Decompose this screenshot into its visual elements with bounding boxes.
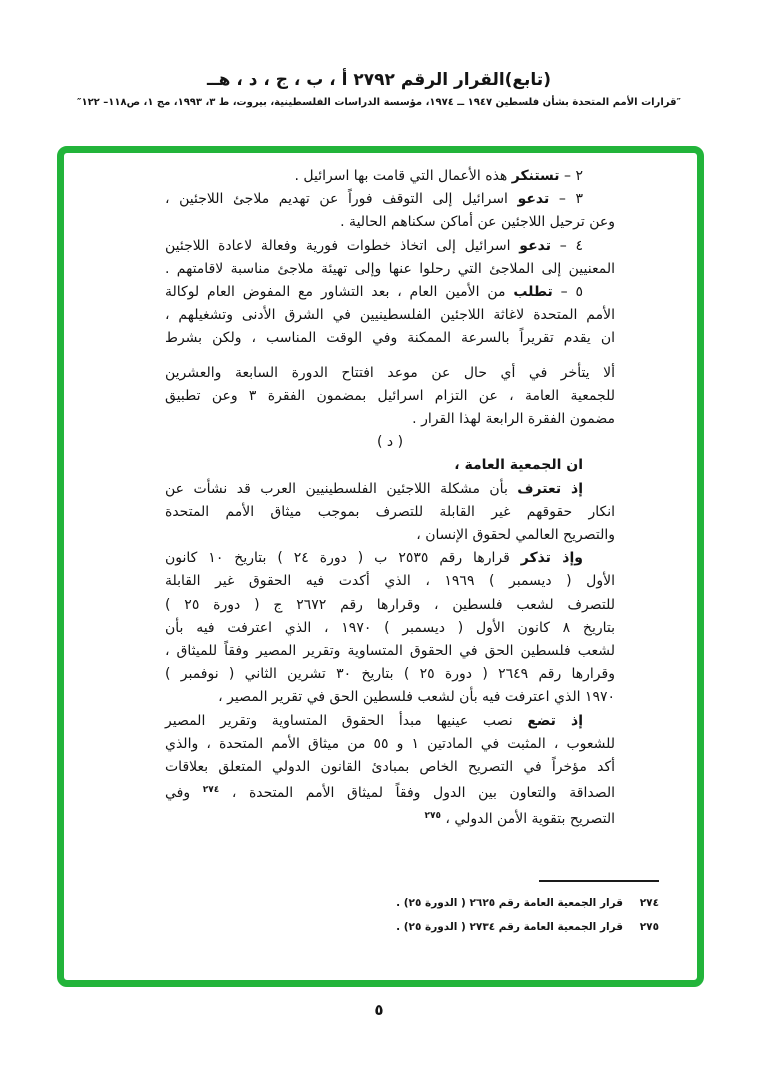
text-line (165, 733, 615, 756)
footnote-list (396, 891, 659, 939)
text-segment: للتصرف لشعب فلسطين ، وقرارها رقم ٢٦٧٢ ج ( دورة ٢٥ ) (165, 596, 615, 613)
bold-phrase: تدعو (519, 237, 551, 254)
text-line (165, 408, 615, 431)
text-segment: الأول ( ديسمبر ) ١٩٦٩ ، الذي أكدت فيه الحقوق غير القابلة (165, 573, 615, 590)
text-segment: وفي (165, 785, 203, 802)
resolution-title: (تابع)القرار الرقم ٢٧٩٢ أ ، ب ، ج ، د ، هــ (207, 70, 551, 90)
text-segment: ألا يتأخر في أي حال عن موعد افتتاح الدورة السابعة والعشرين (165, 364, 615, 381)
text-segment: مضمون الفقرة الرابعة لهذا القرار . (412, 411, 615, 428)
text-segment: وقرارها رقم ٢٦٤٩ ( دورة ٢٥ ) بتاريخ ٣٠ تشرين الثاني ( نوفمبر ) (165, 666, 615, 683)
text-segment: بتاريخ ٨ كانون الأول ( ديسمبر ) ١٩٧٠ ، الذي اعترفت فيه بأن (165, 619, 616, 636)
footnote-number: ٢٧٤ (639, 897, 659, 909)
page-number: ٥ (374, 1001, 384, 1019)
text-line (165, 478, 615, 501)
text-segment: ( د ) (376, 434, 404, 451)
text-segment: الصداقة والتعاون بين الدول وفقاً لميثاق الأمم المتحدة ، (219, 785, 615, 802)
text-segment: لشعب فلسطين الحق في الحقوق المتساوية وتقرير المصير وفقاً للميثاق ، (165, 643, 615, 660)
text-line (165, 281, 615, 304)
bold-phrase: ان الجمعية العامة ، (454, 457, 583, 474)
footnote-number: ٢٧٥ (639, 921, 659, 933)
text-line (165, 454, 615, 477)
text-line (165, 640, 615, 663)
text-segment: من الأمين العام ، بعد التشاور مع المفوض العام لوكالة (165, 284, 514, 301)
footnote-item (396, 915, 659, 939)
text-line (165, 431, 615, 454)
text-segment: اسرائيل إلى التوقف فوراً عن تهديم ملاجئ اللاجئين ، (165, 191, 518, 208)
bold-phrase: وإذ تذكر (520, 550, 583, 567)
bold-phrase: تدعو (517, 191, 550, 208)
text-line (165, 663, 615, 686)
text-segment: اسرائيل إلى اتخاذ خطوات فورية وفعالة لاعادة اللاجئين (165, 237, 520, 254)
text-line (165, 501, 615, 524)
text-line (165, 235, 615, 258)
text-line (165, 304, 615, 327)
text-segment: انكار حقوقهم غير القابلة للتصرف بموجب ميثاق الأمم المتحدة (165, 503, 615, 520)
page-header (0, 70, 758, 108)
text-segment: ٥ – (552, 284, 583, 301)
text-line (165, 547, 615, 570)
text-line (165, 805, 615, 831)
text-segment: للشعوب ، المثبت في المادتين ١ و ٥٥ من ميثاق الأمم المتحدة ، والذي (165, 735, 615, 752)
bold-phrase: تستنكر (511, 168, 560, 184)
text-segment: قرارها رقم ٢٥٣٥ ب ( دورة ٢٤ ) بتاريخ ١٠ كانون (165, 550, 521, 567)
bold-phrase: تطلب (513, 284, 553, 301)
text-line (165, 570, 615, 593)
text-segment: ان يقدم تقريراً بالسرعة الممكنة وفي الوقت المناسب ، ولكن بشرط (165, 330, 615, 347)
footnote-section (396, 880, 659, 939)
text-line (165, 211, 615, 234)
source-citation: ″قرارات الأمم المتحدة بشأن فلسطين ١٩٤٧ ــ ١٩٧٤، مؤسسة الدراسات الفلسطينية، بيروت، ط ٣، ١٩٩٣، مج ١، ص١١٨– ١٢٢″ (77, 97, 681, 108)
text-line (165, 686, 615, 709)
document-border-box (57, 146, 704, 987)
text-segment: وعن ترحيل اللاجئين عن أماكن سكناهم الحالية . (340, 214, 615, 231)
text-segment: المعنيين إلى الملاجئ التي رحلوا عنها وإلى تهيئة ملاجئ مناسبة لاقامتهم . (165, 260, 615, 277)
text-segment: للجمعية العامة ، عن التزام اسرائيل بمضمون الفقرة ٣ وعن تطبيق (165, 387, 615, 404)
text-segment: أكد مؤخراً في التصريح الخاص بمبادئ القانون الدولي المتعلق بعلاقات (165, 759, 615, 776)
footnote-reference: ٢٧٥ (424, 811, 441, 822)
footnote-reference: ٢٧٤ (202, 785, 220, 796)
text-line (165, 779, 615, 805)
body-text (165, 165, 615, 832)
bold-phrase: إذ تضع (527, 712, 583, 729)
text-line (165, 362, 615, 385)
text-segment: هذه الأعمال التي قامت بها اسرائيل . (294, 168, 512, 184)
text-segment: نصب عينيها مبدأ الحقوق المتساوية وتقرير المصير (165, 712, 528, 729)
text-line (165, 617, 615, 640)
text-line (165, 710, 615, 733)
text-segment: ١٩٧٠ الذي اعترفت فيه بأن لشعب فلسطين الحق في تقرير المصير ، (218, 689, 615, 706)
text-segment: ٣ – (549, 191, 584, 208)
text-line (165, 385, 615, 408)
text-line (165, 188, 615, 211)
text-segment: ٤ – (550, 237, 584, 254)
footnote-text: قرار الجمعية العامة رقم ٢٦٢٥ ( الدورة ٢٥) . (396, 897, 623, 909)
text-line (165, 524, 615, 547)
footnote-text: قرار الجمعية العامة رقم ٢٧٣٤ ( الدورة ٢٥) . (396, 921, 623, 933)
footnote-divider (539, 880, 659, 882)
text-segment: الأمم المتحدة لاغاثة اللاجئين الفلسطينيين في الشرق الأدنى وتشغيلهم ، (165, 307, 615, 324)
text-line (165, 594, 615, 617)
text-line (165, 756, 615, 779)
footnote-item (396, 891, 659, 915)
text-segment: والتصريح العالمي لحقوق الإنسان ، (416, 527, 615, 544)
text-segment: ٢ – (559, 168, 583, 184)
bold-phrase: إذ تعترف (517, 480, 584, 497)
text-segment: التصريح بتقوية الأمن الدولي ، (440, 811, 615, 828)
text-line (165, 327, 615, 350)
text-line (165, 258, 615, 281)
text-line (165, 165, 615, 188)
text-segment: بأن مشكلة اللاجئين الفلسطينيين العرب قد نشأت عن (165, 480, 518, 497)
